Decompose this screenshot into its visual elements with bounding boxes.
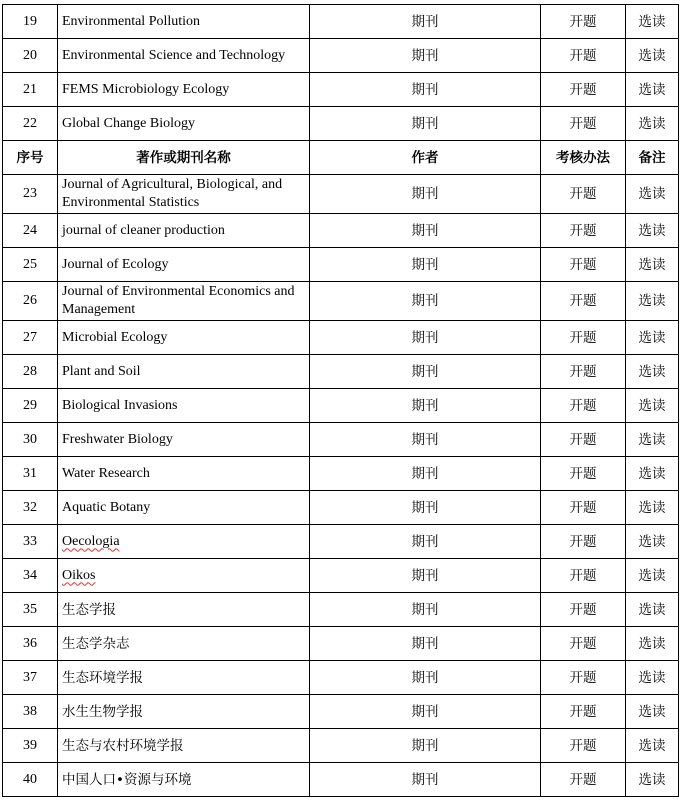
row-number: 19 [3,5,58,39]
row-number: 34 [3,559,58,593]
row-exam: 开题 [541,491,626,525]
row-type: 期刊 [310,695,541,729]
header-row [3,141,679,175]
table-row [3,355,679,389]
row-title: Plant and Soil [58,355,310,389]
row-note: 选读 [626,763,679,797]
table-row [3,175,679,214]
table-row [3,593,679,627]
header-group [3,141,679,175]
row-title: Environmental Science and Technology [58,39,310,73]
table-row [3,525,679,559]
table-row [3,389,679,423]
row-title: Journal of Agricultural, Biological, and Environmental Statistics [58,175,310,214]
table-row [3,763,679,797]
row-number: 32 [3,491,58,525]
row-title: 生态学杂志 [58,627,310,661]
row-exam: 开题 [541,389,626,423]
table-row [3,491,679,525]
row-exam: 开题 [541,321,626,355]
row-note: 选读 [626,627,679,661]
row-number: 26 [3,282,58,321]
row-type: 期刊 [310,214,541,248]
row-note: 选读 [626,491,679,525]
row-title: 生态环境学报 [58,661,310,695]
row-number: 35 [3,593,58,627]
spellcheck-marked-title: Oecologia [62,533,120,549]
row-title: journal of cleaner production [58,214,310,248]
row-number: 39 [3,729,58,763]
row-exam: 开题 [541,73,626,107]
row-number: 38 [3,695,58,729]
row-number: 29 [3,389,58,423]
row-number: 30 [3,423,58,457]
row-type: 期刊 [310,763,541,797]
row-title: 生态学报 [58,593,310,627]
row-type: 期刊 [310,355,541,389]
row-title: Environmental Pollution [58,5,310,39]
row-number: 21 [3,73,58,107]
row-note: 选读 [626,457,679,491]
row-exam: 开题 [541,423,626,457]
row-exam: 开题 [541,763,626,797]
row-exam: 开题 [541,175,626,214]
row-type: 期刊 [310,39,541,73]
row-number: 23 [3,175,58,214]
row-number: 24 [3,214,58,248]
row-number: 27 [3,321,58,355]
row-title [58,525,310,559]
row-exam: 开题 [541,248,626,282]
row-note: 选读 [626,175,679,214]
row-type: 期刊 [310,457,541,491]
row-title: Global Change Biology [58,107,310,141]
row-note: 选读 [626,107,679,141]
row-type: 期刊 [310,282,541,321]
row-type: 期刊 [310,627,541,661]
row-type: 期刊 [310,73,541,107]
reading-list-table [2,4,679,797]
row-title: 中国人口•资源与环境 [58,763,310,797]
row-exam: 开题 [541,729,626,763]
row-number: 31 [3,457,58,491]
table-row [3,5,679,39]
header-note: 备注 [626,141,679,175]
row-exam: 开题 [541,5,626,39]
row-type: 期刊 [310,107,541,141]
row-title: Water Research [58,457,310,491]
row-note: 选读 [626,729,679,763]
row-type: 期刊 [310,321,541,355]
row-type: 期刊 [310,423,541,457]
table-row [3,627,679,661]
row-type: 期刊 [310,175,541,214]
table-row [3,248,679,282]
row-number: 33 [3,525,58,559]
row-note: 选读 [626,282,679,321]
table-row [3,282,679,321]
row-title: Freshwater Biology [58,423,310,457]
row-number: 36 [3,627,58,661]
row-note: 选读 [626,423,679,457]
row-title: Biological Invasions [58,389,310,423]
row-note: 选读 [626,321,679,355]
rows-before-header [3,5,679,141]
row-number: 28 [3,355,58,389]
table-row [3,73,679,107]
row-note: 选读 [626,214,679,248]
header-author: 作者 [310,141,541,175]
row-exam: 开题 [541,593,626,627]
row-note: 选读 [626,593,679,627]
row-type: 期刊 [310,729,541,763]
row-note: 选读 [626,559,679,593]
row-exam: 开题 [541,661,626,695]
table-row [3,695,679,729]
table-row [3,661,679,695]
row-type: 期刊 [310,5,541,39]
spellcheck-marked-title: Oikos [62,567,96,583]
row-title: Microbial Ecology [58,321,310,355]
row-title: 水生生物学报 [58,695,310,729]
header-exam: 考核办法 [541,141,626,175]
row-number: 25 [3,248,58,282]
row-number: 22 [3,107,58,141]
row-title: FEMS Microbiology Ecology [58,73,310,107]
table-row [3,321,679,355]
row-exam: 开题 [541,695,626,729]
table-row [3,39,679,73]
header-title: 著作或期刊名称 [58,141,310,175]
row-exam: 开题 [541,355,626,389]
row-exam: 开题 [541,559,626,593]
table-row [3,107,679,141]
row-exam: 开题 [541,214,626,248]
row-exam: 开题 [541,107,626,141]
row-type: 期刊 [310,525,541,559]
row-note: 选读 [626,73,679,107]
row-type: 期刊 [310,559,541,593]
row-note: 选读 [626,695,679,729]
row-note: 选读 [626,248,679,282]
row-note: 选读 [626,5,679,39]
table-row [3,423,679,457]
table-row [3,559,679,593]
row-type: 期刊 [310,491,541,525]
row-note: 选读 [626,661,679,695]
row-type: 期刊 [310,389,541,423]
row-title: Journal of Environmental Economics and Management [58,282,310,321]
row-exam: 开题 [541,457,626,491]
row-type: 期刊 [310,248,541,282]
row-exam: 开题 [541,525,626,559]
row-type: 期刊 [310,593,541,627]
row-title [58,559,310,593]
row-exam: 开题 [541,282,626,321]
table-row [3,457,679,491]
header-num: 序号 [3,141,58,175]
row-number: 37 [3,661,58,695]
row-note: 选读 [626,389,679,423]
row-note: 选读 [626,525,679,559]
row-type: 期刊 [310,661,541,695]
row-number: 40 [3,763,58,797]
row-exam: 开题 [541,39,626,73]
row-title: Aquatic Botany [58,491,310,525]
row-exam: 开题 [541,627,626,661]
row-note: 选读 [626,355,679,389]
row-note: 选读 [626,39,679,73]
table-row [3,729,679,763]
row-title: Journal of Ecology [58,248,310,282]
row-title: 生态与农村环境学报 [58,729,310,763]
rows-after-header [3,175,679,797]
row-number: 20 [3,39,58,73]
table-row [3,214,679,248]
